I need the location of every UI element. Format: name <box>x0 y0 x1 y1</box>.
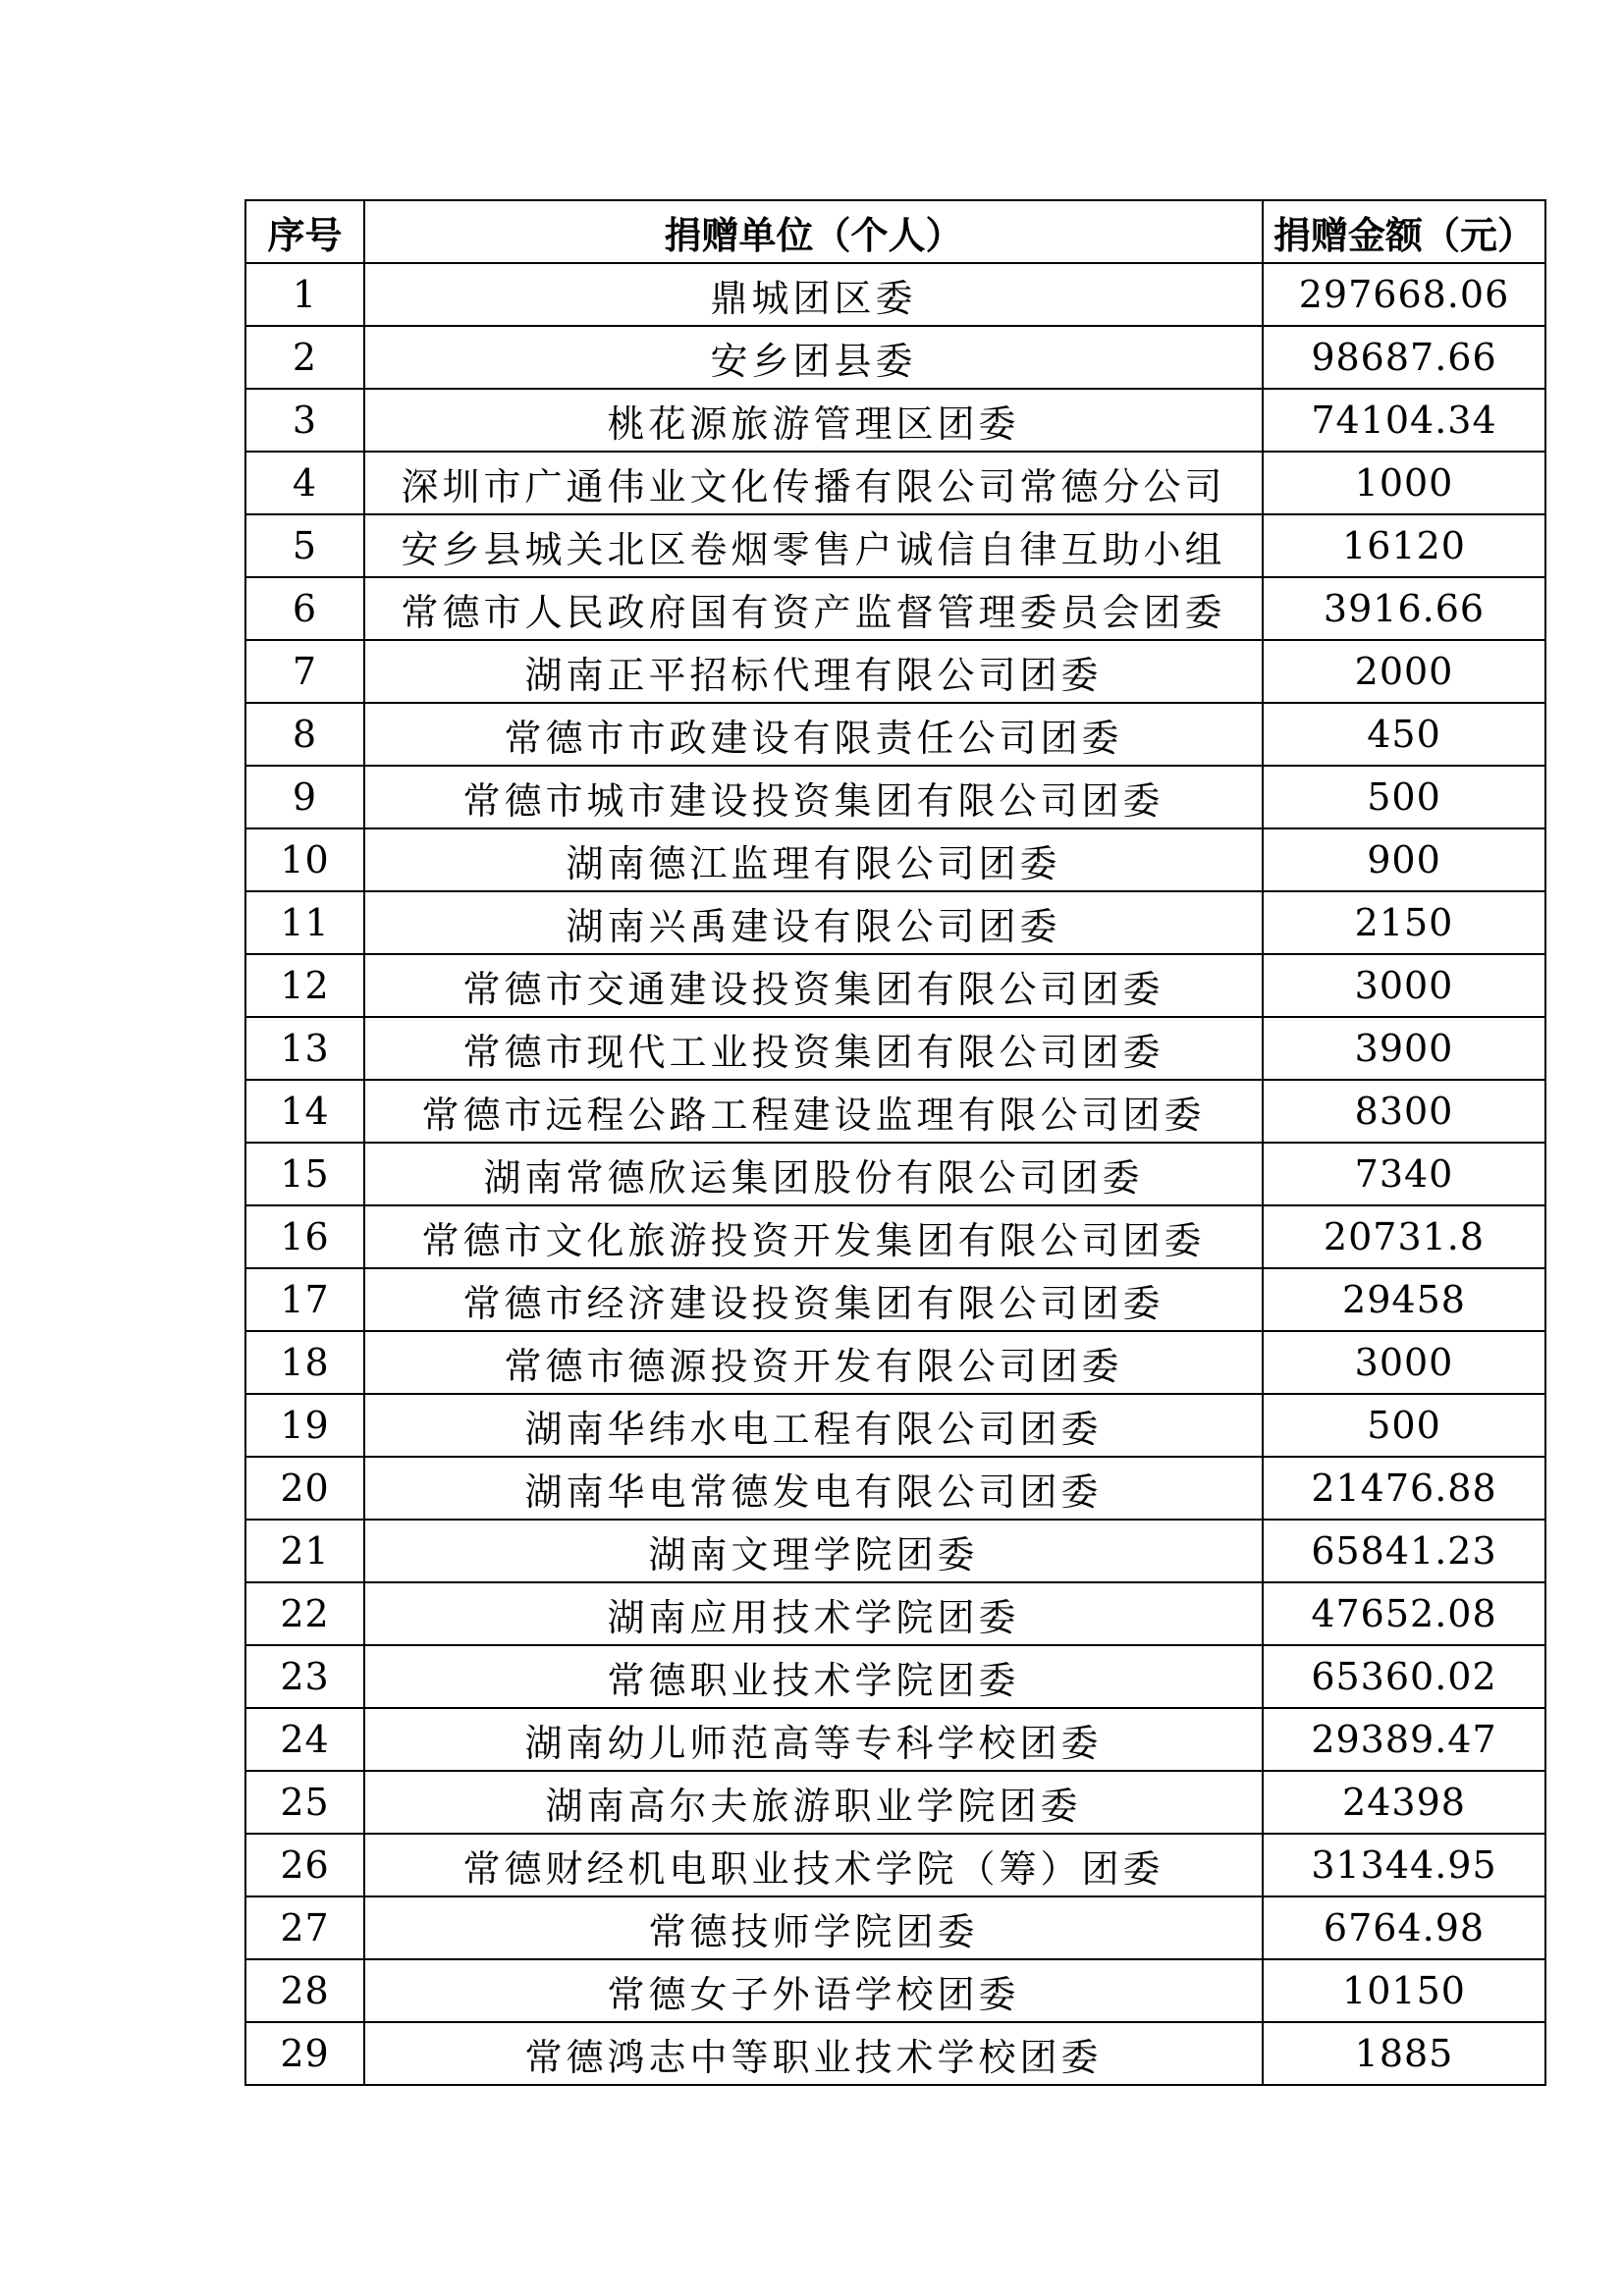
seq-cell: 3 <box>245 389 364 452</box>
unit-cell: 湖南兴禹建设有限公司团委 <box>364 891 1263 954</box>
seq-cell: 28 <box>245 1959 364 2022</box>
amount-cell: 900 <box>1263 828 1545 891</box>
amount-cell: 16120 <box>1263 514 1545 577</box>
unit-cell: 常德市文化旅游投资开发集团有限公司团委 <box>364 1205 1263 1268</box>
amount-cell: 3000 <box>1263 954 1545 1017</box>
amount-cell: 2000 <box>1263 640 1545 703</box>
amount-cell: 24398 <box>1263 1771 1545 1834</box>
unit-cell: 湖南高尔夫旅游职业学院团委 <box>364 1771 1263 1834</box>
unit-cell: 常德市交通建设投资集团有限公司团委 <box>364 954 1263 1017</box>
table-row <box>245 1896 1545 1959</box>
unit-cell: 常德市人民政府国有资产监督管理委员会团委 <box>364 577 1263 640</box>
table-row <box>245 1080 1545 1143</box>
amount-cell: 98687.66 <box>1263 326 1545 389</box>
unit-cell: 常德市远程公路工程建设监理有限公司团委 <box>364 1080 1263 1143</box>
unit-cell: 常德女子外语学校团委 <box>364 1959 1263 2022</box>
unit-cell: 湖南幼儿师范高等专科学校团委 <box>364 1708 1263 1771</box>
amount-cell: 65360.02 <box>1263 1645 1545 1708</box>
unit-cell: 常德市现代工业投资集团有限公司团委 <box>364 1017 1263 1080</box>
table-row <box>245 1520 1545 1582</box>
amount-cell: 3000 <box>1263 1331 1545 1394</box>
seq-cell: 1 <box>245 263 364 326</box>
seq-cell: 26 <box>245 1834 364 1896</box>
seq-cell: 29 <box>245 2022 364 2085</box>
table-row <box>245 1582 1545 1645</box>
amount-cell: 20731.8 <box>1263 1205 1545 1268</box>
amount-cell: 74104.34 <box>1263 389 1545 452</box>
table-row <box>245 703 1545 766</box>
donation-table <box>244 199 1546 2086</box>
header-amount: 捐赠金额（元） <box>1263 200 1545 263</box>
seq-cell: 23 <box>245 1645 364 1708</box>
table-row <box>245 1331 1545 1394</box>
seq-cell: 16 <box>245 1205 364 1268</box>
table-row <box>245 1205 1545 1268</box>
seq-cell: 8 <box>245 703 364 766</box>
unit-cell: 常德市德源投资开发有限公司团委 <box>364 1331 1263 1394</box>
amount-cell: 500 <box>1263 766 1545 828</box>
table-row <box>245 452 1545 514</box>
unit-cell: 安乡县城关北区卷烟零售户诚信自律互助小组 <box>364 514 1263 577</box>
table-row <box>245 1017 1545 1080</box>
amount-cell: 47652.08 <box>1263 1582 1545 1645</box>
unit-cell: 常德鸿志中等职业技术学校团委 <box>364 2022 1263 2085</box>
table-body <box>245 263 1545 2085</box>
table-row <box>245 326 1545 389</box>
seq-cell: 9 <box>245 766 364 828</box>
amount-cell: 10150 <box>1263 1959 1545 2022</box>
amount-cell: 3900 <box>1263 1017 1545 1080</box>
unit-cell: 湖南华电常德发电有限公司团委 <box>364 1457 1263 1520</box>
seq-cell: 22 <box>245 1582 364 1645</box>
header-seq: 序号 <box>245 200 364 263</box>
seq-cell: 7 <box>245 640 364 703</box>
seq-cell: 19 <box>245 1394 364 1457</box>
amount-cell: 29389.47 <box>1263 1708 1545 1771</box>
seq-cell: 27 <box>245 1896 364 1959</box>
table-row <box>245 263 1545 326</box>
unit-cell: 湖南正平招标代理有限公司团委 <box>364 640 1263 703</box>
seq-cell: 14 <box>245 1080 364 1143</box>
unit-cell: 深圳市广通伟业文化传播有限公司常德分公司 <box>364 452 1263 514</box>
amount-cell: 3916.66 <box>1263 577 1545 640</box>
seq-cell: 2 <box>245 326 364 389</box>
header-unit: 捐赠单位（个人） <box>364 200 1263 263</box>
seq-cell: 20 <box>245 1457 364 1520</box>
seq-cell: 24 <box>245 1708 364 1771</box>
unit-cell: 常德市市政建设有限责任公司团委 <box>364 703 1263 766</box>
unit-cell: 湖南华纬水电工程有限公司团委 <box>364 1394 1263 1457</box>
amount-cell: 2150 <box>1263 891 1545 954</box>
unit-cell: 湖南德江监理有限公司团委 <box>364 828 1263 891</box>
seq-cell: 13 <box>245 1017 364 1080</box>
amount-cell: 65841.23 <box>1263 1520 1545 1582</box>
amount-cell: 1885 <box>1263 2022 1545 2085</box>
unit-cell: 常德市经济建设投资集团有限公司团委 <box>364 1268 1263 1331</box>
table-row <box>245 1457 1545 1520</box>
seq-cell: 18 <box>245 1331 364 1394</box>
unit-cell: 常德财经机电职业技术学院（筹）团委 <box>364 1834 1263 1896</box>
table-row <box>245 1143 1545 1205</box>
table-row <box>245 766 1545 828</box>
seq-cell: 15 <box>245 1143 364 1205</box>
table-row <box>245 954 1545 1017</box>
unit-cell: 桃花源旅游管理区团委 <box>364 389 1263 452</box>
unit-cell: 湖南文理学院团委 <box>364 1520 1263 1582</box>
seq-cell: 5 <box>245 514 364 577</box>
table-row <box>245 2022 1545 2085</box>
table-header-row <box>245 200 1545 263</box>
table-row <box>245 1771 1545 1834</box>
table-row <box>245 1708 1545 1771</box>
unit-cell: 常德职业技术学院团委 <box>364 1645 1263 1708</box>
amount-cell: 7340 <box>1263 1143 1545 1205</box>
table-row <box>245 1268 1545 1331</box>
amount-cell: 297668.06 <box>1263 263 1545 326</box>
table-row <box>245 828 1545 891</box>
unit-cell: 常德技师学院团委 <box>364 1896 1263 1959</box>
unit-cell: 湖南常德欣运集团股份有限公司团委 <box>364 1143 1263 1205</box>
unit-cell: 常德市城市建设投资集团有限公司团委 <box>364 766 1263 828</box>
table-row <box>245 1959 1545 2022</box>
table-row <box>245 640 1545 703</box>
amount-cell: 500 <box>1263 1394 1545 1457</box>
unit-cell: 湖南应用技术学院团委 <box>364 1582 1263 1645</box>
seq-cell: 6 <box>245 577 364 640</box>
amount-cell: 6764.98 <box>1263 1896 1545 1959</box>
seq-cell: 25 <box>245 1771 364 1834</box>
unit-cell: 安乡团县委 <box>364 326 1263 389</box>
amount-cell: 8300 <box>1263 1080 1545 1143</box>
amount-cell: 21476.88 <box>1263 1457 1545 1520</box>
table-row <box>245 514 1545 577</box>
seq-cell: 21 <box>245 1520 364 1582</box>
seq-cell: 17 <box>245 1268 364 1331</box>
seq-cell: 10 <box>245 828 364 891</box>
amount-cell: 29458 <box>1263 1268 1545 1331</box>
seq-cell: 12 <box>245 954 364 1017</box>
seq-cell: 11 <box>245 891 364 954</box>
table-row <box>245 1394 1545 1457</box>
table-row <box>245 891 1545 954</box>
table-row <box>245 1834 1545 1896</box>
amount-cell: 31344.95 <box>1263 1834 1545 1896</box>
seq-cell: 4 <box>245 452 364 514</box>
table-row <box>245 389 1545 452</box>
amount-cell: 1000 <box>1263 452 1545 514</box>
table-row <box>245 1645 1545 1708</box>
table-row <box>245 577 1545 640</box>
amount-cell: 450 <box>1263 703 1545 766</box>
unit-cell: 鼎城团区委 <box>364 263 1263 326</box>
